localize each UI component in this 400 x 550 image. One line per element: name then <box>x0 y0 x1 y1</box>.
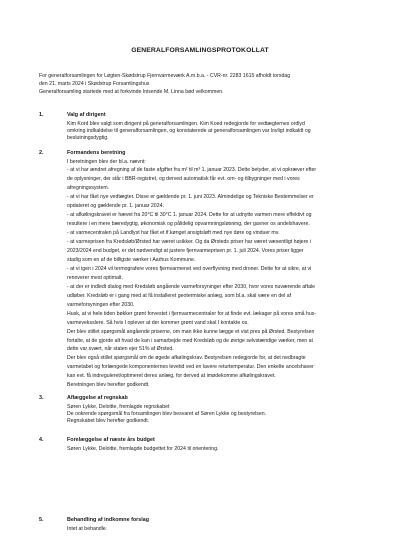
section-line: omkring indkaldelse til generalforsamlingen, og konstaterede at generalforsamlingen var lovligt indkaldt og <box>67 127 311 134</box>
section-line: - at vi har ændret afregning af de faste afgifter fra m² til m³ 1. januar 2023. Dette betyder, at vi opkræver efter <box>67 167 317 174</box>
section-line: udløber. Kredsløb er i gang med at få installeret geotermiske anlæg, som bl.a. skal være en del af <box>67 292 292 299</box>
section-number: 3. <box>39 395 44 401</box>
section-number: 1. <box>39 112 44 118</box>
section-line: De ookrende spørgsmål fra forsamlingen blev besvaret af Søren Lykke og bestyrelsen. <box>67 410 267 417</box>
section-line: Intet at behandle. <box>67 526 108 532</box>
section-line: - at vi igen i 2024 vil termografere vores fjernvarmenet ved overflyvning med droner. Dette for at sikre, at vi <box>67 265 312 272</box>
section-line: varmeveksslere. Så hvis I oplever at der kommer grønt vand skal I kontakte os. <box>67 319 249 326</box>
section-line: Der blev stillet spørgsmål angående priserne, om man ikke kunne lægge et vist pres på Ørsted. Bestyrelsen <box>67 328 315 335</box>
section-line: dette var svært, når staten ejer 51% af Ørsted. <box>67 346 174 353</box>
section-line: varmetabet og forlængede komponenternes levetid ved en lavere returtemperatur. Den enkelte ancelshaver <box>67 364 314 371</box>
section-line: Der blev også stillet spørgsmål om de øgede afkølingskrav. Bestyrelsen redegjorde for, at det nedbragte <box>67 355 306 362</box>
section-line: afregningssystem. <box>67 185 110 192</box>
section-number: 4. <box>39 437 44 443</box>
section-line: beslutningsdygtig. <box>67 135 109 142</box>
section-line: - at afkølingskravet er hævet fra 20°C til 30°C 1. januar 2024. Dette for at udnytte varmen mere effektivt og <box>67 212 312 219</box>
section-line: Beretningen blev herefter godkendt. <box>67 382 150 389</box>
section-line: de oplysninger, der står i BBR-registret, og derved automatisk får evt. om- og tilbygninger med i vores <box>67 176 300 183</box>
section-line: resultere i en mere bæredygtig, økonomisk og pålidelig opvarmningsløsning, der gavner os andelshavere. <box>67 221 310 228</box>
section-line: Husk, at vi hele tiden bøkker grønt forvestet i fjernvarmecentraler for at finde evt. lækager på vores små hus- <box>67 310 317 317</box>
section-line: fortalte, at de gjorde alt hvad de kan i samarbejde med Kredsløb og de øvrige selvstændige værker, men at <box>67 337 313 344</box>
section-number: 5. <box>39 517 44 523</box>
section-heading: Formandens beretning <box>67 150 126 156</box>
intro-line: den 21. marts 2024 i Skødstrup Forsamlingshus <box>39 81 150 87</box>
section-heading: Aflæggelse af regnskab <box>67 395 128 401</box>
intro-line: For generalforsamlingen for Løgten-Skødstrup Fjernvarmeværk A.m.b.a. - CVR-nr. 2283 1615 afholdt torsdag <box>39 73 291 79</box>
section-line: - at vi har fået nye vedtægter. Disse er gældende pr. 1. juni 2023. Almindelige og Tekniske Bestemmelser er <box>67 194 314 201</box>
section-line: renoverer mest optimalt. <box>67 274 123 281</box>
section-heading: Behandling af indkomne forslag <box>67 517 150 523</box>
section-number: 2. <box>39 150 44 156</box>
section-line: - at der er indledt dialog med Kredsløb angående varmeforsyninger efter 2030, hvor vores nuværende aftale <box>67 283 315 290</box>
section-line: Søren Lykke, Deloitte, fremlagde budgettet for 2024 til orientering. <box>67 445 219 452</box>
section-line: varmeforsyningen efter 2030. <box>67 301 135 308</box>
section-line: 2023/2024 end budget, er det nødvendigt at justere fjernvarmeprisen pr. 1. juli 2024. Vores priser ligger <box>67 248 304 254</box>
section-line: I beretningen blev der bl.a. nævnt: <box>67 158 146 165</box>
section-line: stadig som en af de billigste værker i Aarhus Kommune. <box>67 256 196 263</box>
section-line: Søren Lykke, Deloitte, fremlagde regnskabet <box>67 403 170 410</box>
section-line: - at varmecentralen på Landlyst har fået et lf.kønget ansigtsløft med nye døre og vinduer mv. <box>67 230 280 237</box>
intro-line: Generalforsamling startede med at forkvinde Inisende M. Linna bød velkommen. <box>39 89 224 95</box>
document-title: GENERALFORSAMLINGSPROTOKOLLAT <box>131 47 269 54</box>
section-line: Kim Kord blev valgt som dirigent på generalforsamlingen. Kim Koed redegjorde for vedtægternes ordlyd <box>67 120 305 127</box>
section-line: - at varmeprisen fra Kredsløb/Ørsted har været usikker. Og da Ørsteds priser har været væsentligt højere i <box>67 239 311 246</box>
section-line: kan evt. få indreguleret/optimeret deres anlæg, for derved at imødekomme afkølingskravet. <box>67 373 276 380</box>
section-heading: Forelæggelse af næste års budget <box>67 437 155 443</box>
section-line: opdateret og gældende pr. 1. januar 2024. <box>67 203 164 210</box>
section-heading: Valg af dirigent <box>67 112 106 118</box>
section-line: Regnskabet blev herefter godkendt. <box>67 418 150 425</box>
